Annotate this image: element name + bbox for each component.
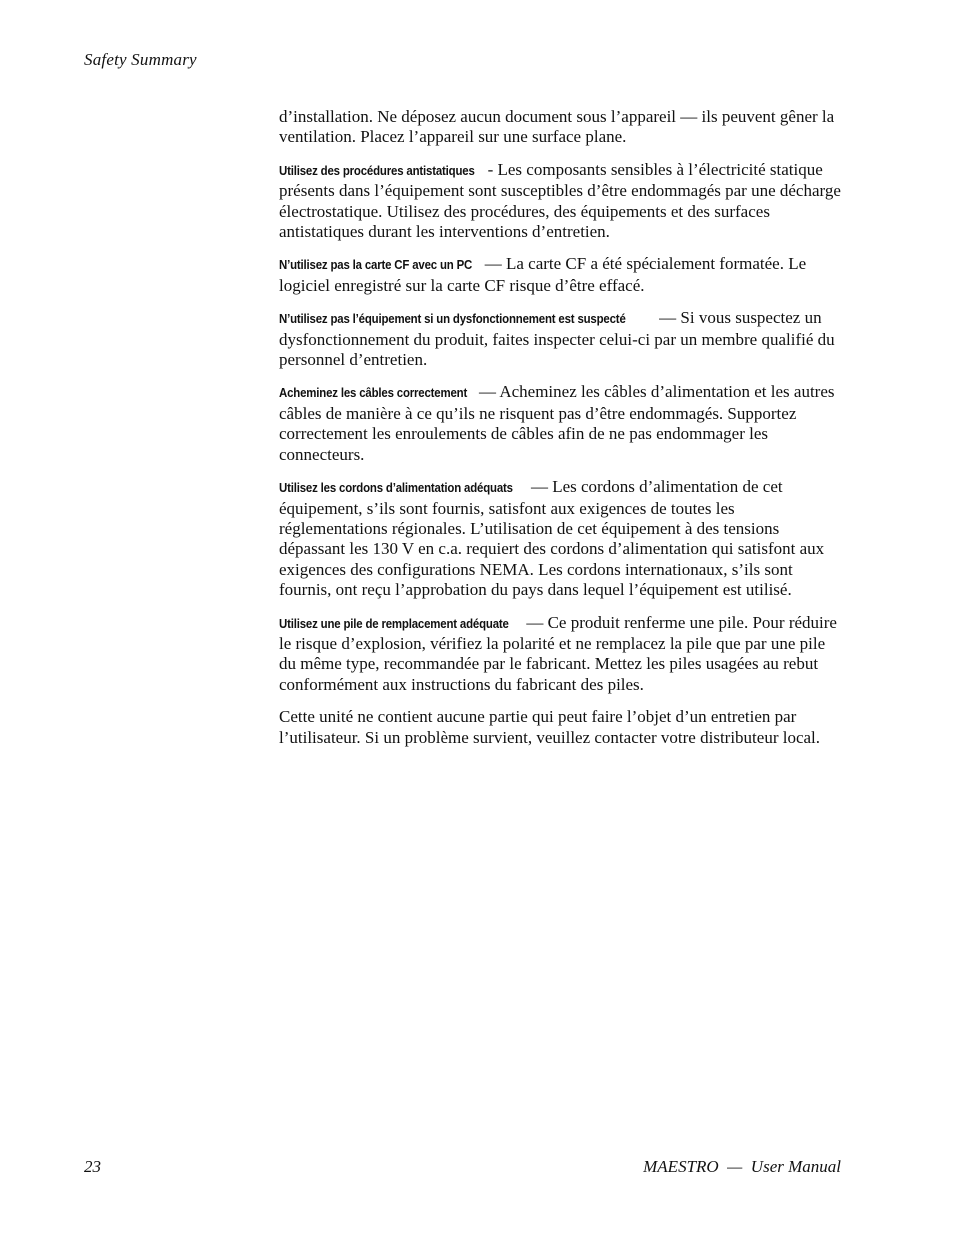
paragraph-text: — La carte CF a été spécialement formatée. Le logiciel enregistré sur la carte CF risque d’être effacé. [279,254,807,295]
paragraph-text: Cette unité ne contient aucune partie qui peut faire l’objet d’un entretien par l’utilisateur. Si un problème survient, veuillez contacter votre distributeur local. [279,707,821,747]
paragraph-malfunction [279,308,841,370]
paragraph-lead: Utilisez les cordons d’alimentation adéquats [279,480,513,496]
paragraph-text: - Les composants sensibles à l’électricité statique présents dans l’équipement sont susceptibles d’être endommagés par une décharge électrostatique. Utilisez des procédures, des équipements et des surfaces antistatiques durant les interventions d’entretien. [279,159,841,242]
paragraph-antistatic [279,160,841,243]
page-number: 23 [84,1157,101,1176]
paragraph-text: d’installation. Ne déposez aucun document sous l’appareil — ils peuvent gêner la ventilation. Placez l’appareil sur une surface plane. [279,107,835,147]
footer-manual-title: MAESTRO — User Manual [643,1157,841,1176]
paragraph-text: — Les cordons d’alimentation de cet équipement, s’ils sont fournis, satisfont aux exigences de toutes les réglementations régionales. L’utilisation de cet équipement à des tensions dépassant les 130 V en c.a. requiert des cordons d’alimentation qui satisfont aux exigences des configurations NEMA. Les cordons internationaux, s’ils sont fournis, ont reçu l’approbation du pays dans lequel l’équipement est utilisé. [279,477,825,600]
paragraph-lead: Acheminez les câbles correctement [279,385,468,401]
running-header: Safety Summary [84,50,197,69]
paragraph-lead: Utilisez une pile de remplacement adéquate [279,615,509,631]
paragraph-lead: N’utilisez pas la carte CF avec un PC [279,257,473,273]
body-text [279,107,841,760]
paragraph-lead: Utilisez des procédures antistatiques [279,162,475,178]
paragraph-power-cords [279,477,841,600]
paragraph-no-serviceable-parts [279,707,841,748]
paragraph-text: — Acheminez les câbles d’alimentation et les autres câbles de manière à ce qu’ils ne risquent pas d’être endommagés. Supportez correctement les enroulements de câbles afin de ne pas endommager les connecteurs. [279,382,835,464]
paragraph-lead: N’utilisez pas l’équipement si un dysfonctionnement est suspecté [279,311,626,327]
paragraph-text: — Ce produit renferme une pile. Pour réduire le risque d’explosion, vérifiez la polarité et ne remplacez la pile que par une pile du même type, recommandée par le fabricant. Mettez les piles usagées au rebut conformément aux instructions du fabricant des piles. [279,612,837,694]
paragraph-text: — Si vous suspectez un dysfonctionnement du produit, faites inspecter celui-ci par un membre qualifié du personnel d’entretien. [279,308,835,370]
paragraph-cables [279,382,841,465]
paragraph-installation [279,107,841,148]
paragraph-battery [279,613,841,696]
paragraph-cf-card [279,254,841,296]
